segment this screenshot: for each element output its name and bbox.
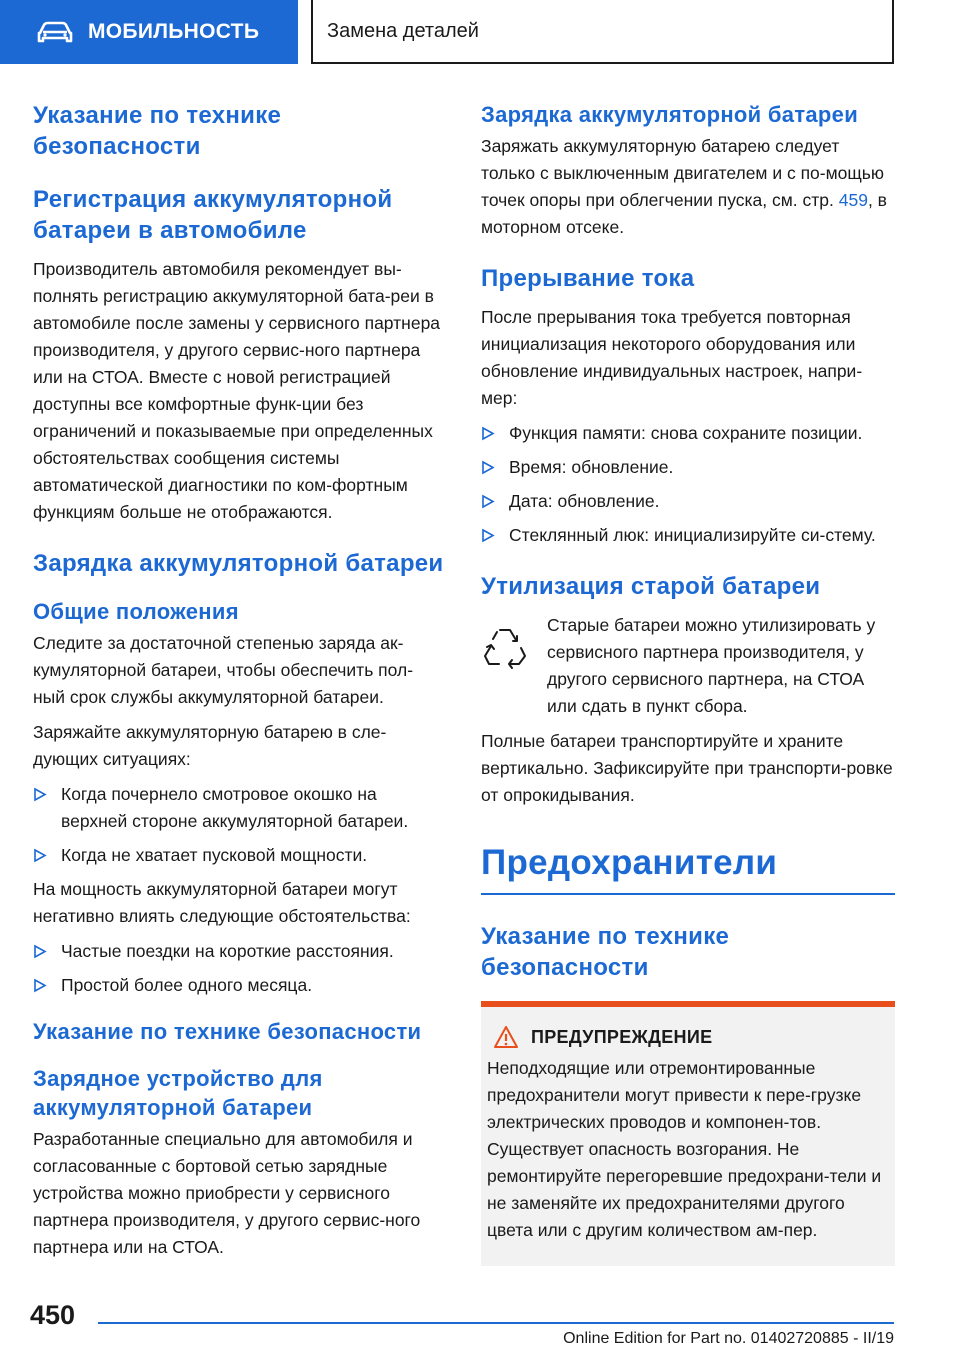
list-item [481, 522, 895, 549]
list-negative [33, 938, 445, 999]
footer-divider [98, 1322, 894, 1324]
heading-interrupt: Прерывание тока [481, 265, 695, 292]
list-item [481, 420, 895, 447]
paragraph-charge-when: Заряжайте аккумуляторную батарею в сле-дующих ситуациях: [33, 722, 387, 769]
heading-general: Общие положения [33, 599, 239, 624]
chapter-label: Замена деталей [327, 19, 479, 42]
list-item-text: Функция памяти: снова сохраните позиции. [509, 423, 863, 443]
paragraph-charging-end: , в моторном отсеке. [481, 190, 887, 237]
left-column [33, 100, 445, 1269]
triangle-bullet-icon [481, 454, 495, 481]
page-number: 450 [30, 1300, 76, 1330]
triangle-bullet-icon [481, 522, 495, 549]
heading-fuses: Предохранители [481, 841, 895, 895]
heading-safety-right: Указание по технике безопасности [481, 923, 730, 981]
list-item-text: Когда почернело смотровое окошко на верхней стороне аккумуляторной батареи. [61, 784, 409, 831]
triangle-bullet-icon [33, 781, 47, 808]
list-item-text: Частые поездки на короткие расстояния. [61, 941, 394, 961]
triangle-bullet-icon [33, 842, 47, 869]
chapter-tab[interactable] [311, 0, 894, 64]
list-item-text: Дата: обновление. [509, 491, 660, 511]
warning-text: Неподходящие или отремонтированные предохранители могут привести к пере-грузке электрических проводов и компонен-тов. Существует опасность возгорания. Не ремонтируйте перегоревшие предохрани-тели и не заменяйте их предохранителями другого цвета или с другим количеством ам-пер. [487, 1058, 882, 1240]
section-tab[interactable] [0, 0, 298, 64]
list-item [481, 454, 895, 481]
triangle-bullet-icon [481, 420, 495, 447]
warning-title: ПРЕДУПРЕЖДЕНИЕ [531, 1026, 713, 1047]
paragraph-charging [481, 133, 895, 241]
page-footer [0, 1295, 960, 1362]
paragraph-transport: Полные батареи транспортируйте и храните вертикально. Зафиксируйте при транспорти-ровке от опрокидывания. [481, 731, 893, 805]
disposal-block [481, 612, 895, 720]
list-item [481, 488, 895, 515]
list-item-text: Простой более одного месяца. [61, 975, 313, 995]
paragraph-disposal: Старые батареи можно утилизировать у сервисного партнера производителя, у другого сервисного партнера, на СТОА или сдать в пункт сбора. [547, 615, 876, 716]
section-label: МОБИЛЬНОСТЬ [88, 20, 260, 43]
heading-charging: Зарядка аккумуляторной батареи [33, 550, 444, 577]
right-column [481, 100, 895, 1266]
heading-charging-right: Зарядка аккумуляторной батареи [481, 102, 859, 127]
list-item [33, 972, 445, 999]
list-item [33, 938, 445, 965]
list-item-text: Стеклянный люк: инициализируйте си-стему. [509, 525, 876, 545]
paragraph-negative: На мощность аккумуляторной батареи могут негативно влиять следующие обстоятельства: [33, 879, 411, 926]
heading-charger: Зарядное устройство для аккумуляторной батареи [33, 1066, 323, 1120]
list-item-text: Время: обновление. [509, 457, 674, 477]
triangle-bullet-icon [481, 488, 495, 515]
footer-edition: Online Edition for Part no. 01402720885 - II/19 [563, 1330, 894, 1347]
paragraph-registration: Производитель автомобиля рекомендует вы-полнять регистрацию аккумуляторной бата-реи в автомобиле после замены у сервисного партнера производителя, у другого сервис-ного партнера или на СТОА. Вместе с новой регистрацией доступны все комфортные функ-ции без ограничений и показываемые при определенных обстоятельствах сообщения системы автоматической диагностики по ком-фортным функциям больше не отображаются. [33, 259, 441, 522]
list-item [33, 781, 445, 835]
triangle-bullet-icon [33, 972, 47, 999]
page-link[interactable]: 459 [838, 190, 868, 210]
car-icon [36, 20, 74, 44]
heading-disposal: Утилизация старой батареи [481, 573, 821, 600]
paragraph-charging-text: Заряжать аккумуляторную батарею следует только с выключенным двигателем и с по-мощью точек опоры при облегчении пуска, см. стр. [481, 136, 885, 210]
list-item [33, 842, 445, 869]
paragraph-general: Следите за достаточной степенью заряда ак-кумуляторной батареи, чтобы обеспечить пол-ный срок службы аккумуляторной батареи. [33, 633, 414, 707]
heading-safety: Указание по технике безопасности [33, 102, 282, 160]
list-interrupt [481, 420, 895, 549]
list-charge-when [33, 781, 445, 869]
paragraph-interrupt: После прерывания тока требуется повторная инициализация некоторого оборудования или обновление индивидуальных настроек, напри-мер: [481, 307, 863, 408]
triangle-bullet-icon [33, 938, 47, 965]
warning-header [487, 1025, 889, 1049]
warning-triangle-icon [493, 1025, 519, 1049]
list-item-text: Когда не хватает пусковой мощности. [61, 845, 368, 865]
page-header [0, 0, 960, 66]
recycle-icon [481, 622, 529, 670]
heading-safety-2: Указание по технике безопасности [33, 1019, 422, 1044]
warning-box [481, 1001, 895, 1266]
paragraph-charger: Разработанные специально для автомобиля и согласованные с бортовой сетью зарядные устройства можно приобрести у сервисного партнера производителя, у другого сервис-ного партнера или на СТОА. [33, 1129, 421, 1257]
heading-registration: Регистрация аккумуляторной батареи в автомобиле [33, 186, 393, 244]
